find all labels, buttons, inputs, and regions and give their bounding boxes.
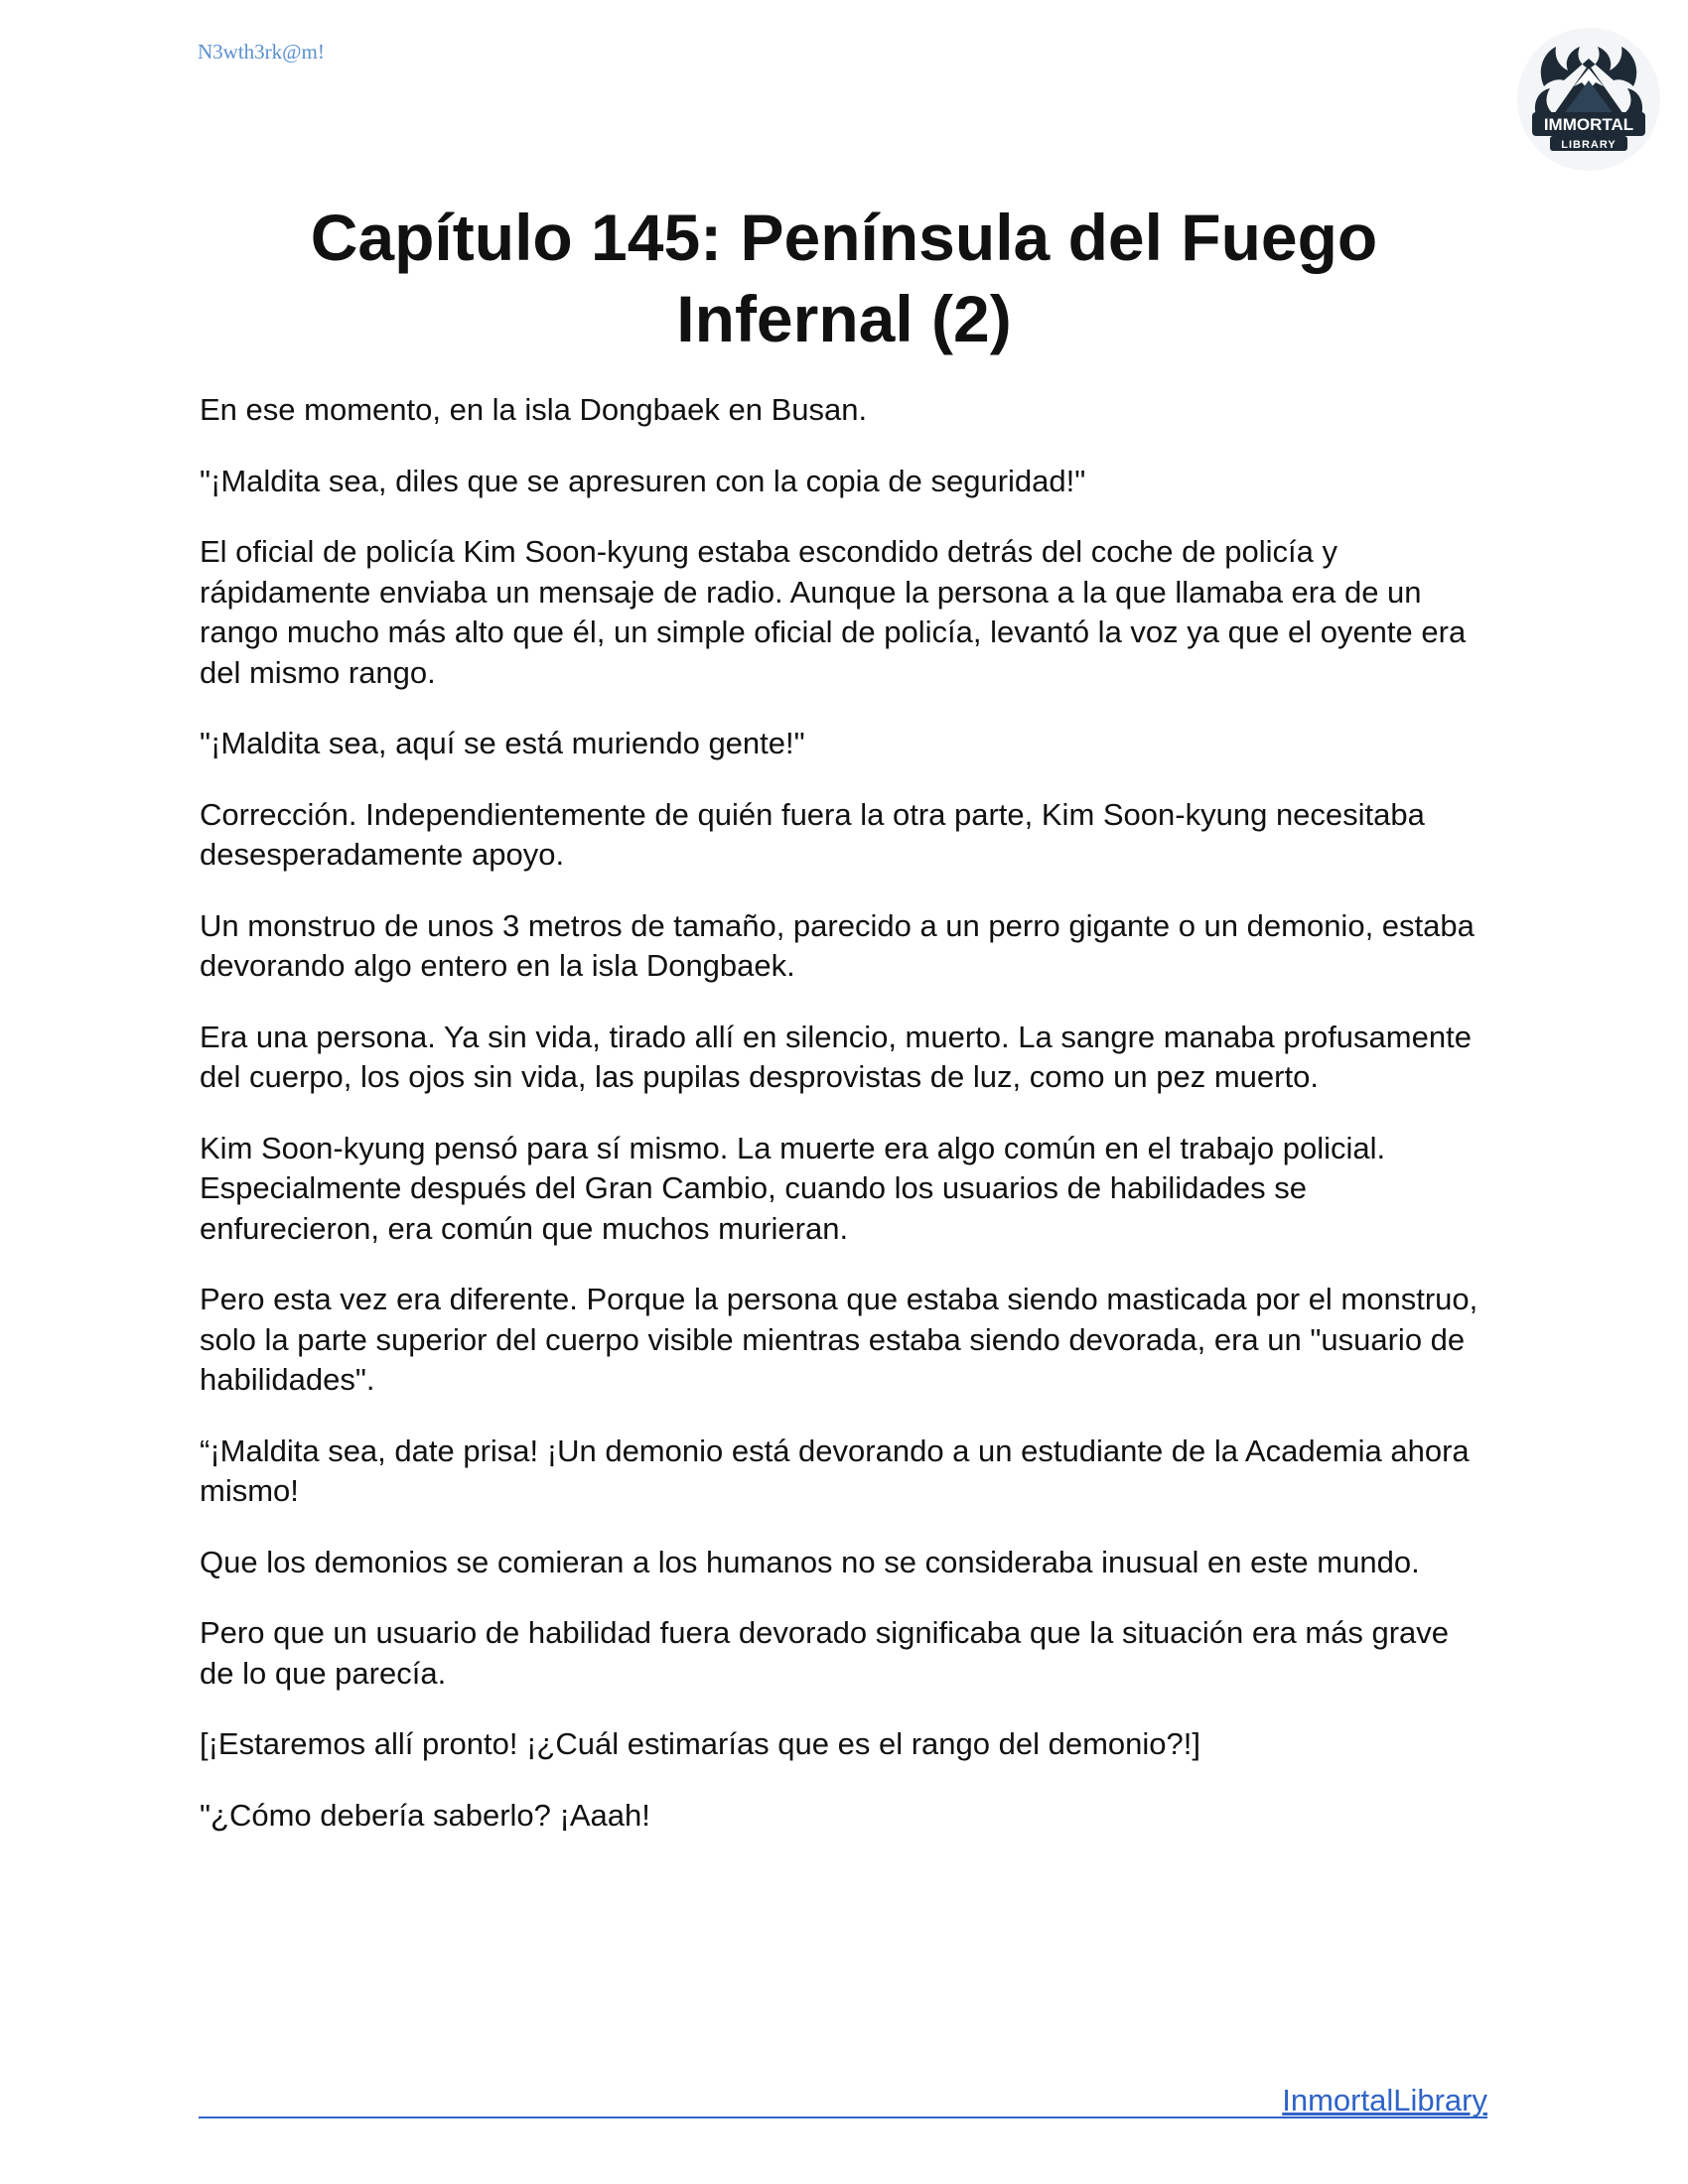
chapter-title: Capítulo 145: Península del Fuego Infernal (2) — [310, 201, 1378, 355]
immortal-library-logo — [1514, 25, 1663, 174]
logo-emblem-icon — [1514, 25, 1663, 174]
paragraph: En ese momento, en la isla Dongbaek en Busan. — [200, 392, 868, 427]
paragraph: El oficial de policía Kim Soon-kyung estaba escondido detrás del coche de policía y rápidamente enviaba un mensaje de radio. Aunque la persona a la que llamaba era de un rango mucho más alto que él, un simple oficial de policía, levantó la voz ya que el oyente era del mismo rango. — [200, 534, 1467, 690]
paragraph: Que los demonios se comieran a los humanos no se consideraba inusual en este mundo. — [200, 1544, 1420, 1579]
footer-link[interactable]: InmortalLibrary — [1282, 2083, 1487, 2117]
paragraph: "¡Maldita sea, aquí se está muriendo gente!" — [200, 726, 805, 760]
paragraph: Pero que un usuario de habilidad fuera devorado significaba que la situación era más grave de lo que parecía. — [200, 1615, 1450, 1691]
paragraph: "¿Cómo debería saberlo? ¡Aaah! — [200, 1797, 650, 1833]
paragraph: “¡Maldita sea, date prisa! ¡Un demonio está devorando a un estudiante de la Academia ahora mismo! — [200, 1433, 1470, 1508]
paragraph: Corrección. Independientemente de quién fuera la otra parte, Kim Soon-kyung necesitaba desesperadamente apoyo. — [200, 796, 1425, 872]
paragraph: Pero esta vez era diferente. Porque la persona que estaba siendo masticada por el monstruo, solo la parte superior del cuerpo visible mientras estaba siendo devorada, era un "usuario de habilidades". — [200, 1282, 1478, 1397]
paragraph: "¡Maldita sea, diles que se apresuren con la copia de seguridad!" — [200, 463, 1086, 498]
paragraph: Era una persona. Ya sin vida, tirado allí en silencio, muerto. La sangre manaba profusamente del cuerpo, los ojos sin vida, las pupilas desprovistas de luz, como un pez muerto. — [200, 1019, 1472, 1094]
logo-text-bottom: LIBRARY — [1561, 139, 1617, 151]
paragraph: Kim Soon-kyung pensó para sí mismo. La muerte era algo común en el trabajo policial. Especialmente después del Gran Cambio, cuando los usuarios de habilidades se enfurecieron, era común que muchos murieran. — [200, 1130, 1386, 1246]
logo-text-top: IMMORTAL — [1543, 115, 1634, 134]
paragraph: [¡Estaremos allí pronto! ¡¿Cuál estimarías que es el rango del demonio?!] — [200, 1726, 1200, 1761]
paragraph: Un monstruo de unos 3 metros de tamaño, parecido a un perro gigante o un demonio, estaba devorando algo entero en la isla Dongbaek. — [200, 907, 1475, 983]
watermark-text: N3wth3rk@m! — [198, 40, 325, 64]
chapter-body — [200, 390, 1490, 1866]
